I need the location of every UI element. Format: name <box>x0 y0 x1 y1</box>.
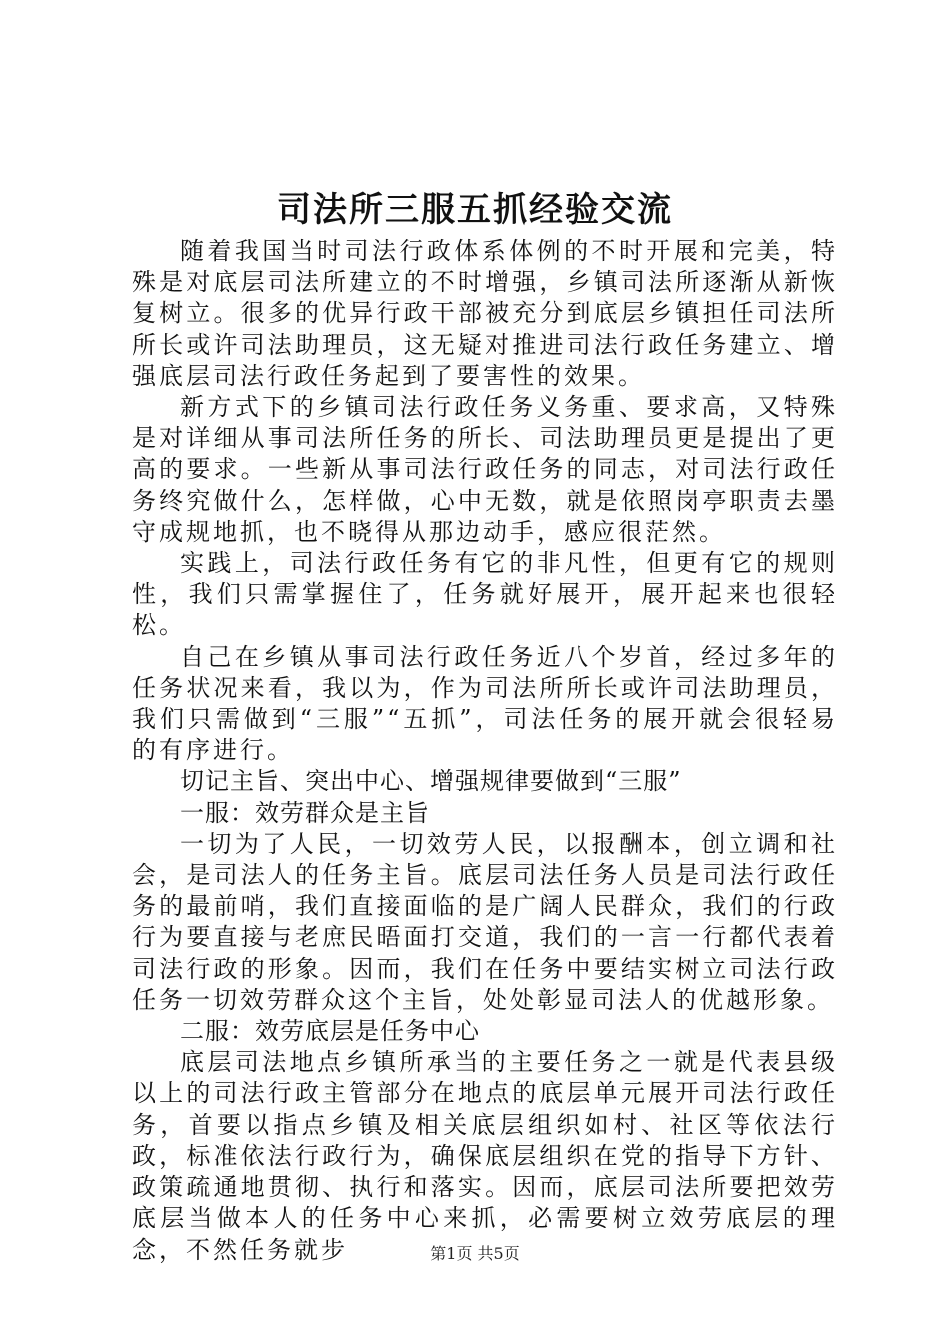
document-body <box>132 236 838 1266</box>
paragraph-service-one: 一切为了人民，一切效劳人民，以报酬本，创立调和社会，是司法人的任务主旨。底层司法任务人员是司法行政任务的最前哨，我们直接面临的是广阔人民群众，我们的行政行为要直接与老庶民晤面打交道，我们的一言一行都代表着司法行政的形象。因而，我们在任务中要结实树立司法行政任务一切效劳群众这个主旨，处处彰显司法人的优越形象。 <box>132 829 838 1014</box>
paragraph-new-situation: 新方式下的乡镇司法行政任务义务重、要求高，又特殊是对详细从事司法所任务的所长、司法助理员更是提出了更高的要求。一些新从事司法行政任务的同志，对司法行政任务终究做什么，怎样做，心中无数，就是依照岗亭职责去墨守成规地抓，也不晓得从那边动手，感应很茫然。 <box>132 393 838 546</box>
paragraph-practice: 实践上，司法行政任务有它的非凡性，但更有它的规则性，我们只需掌握住了，任务就好展开，展开起来也很轻松。 <box>132 549 838 640</box>
section-heading-three-services: 切记主旨、突出中心、增强规律要做到“三服” <box>180 767 682 796</box>
subheading-service-two: 二服：效劳底层是任务中心 <box>180 1017 480 1046</box>
document-title: 司法所三服五抓经验交流 <box>277 190 673 230</box>
paragraph-service-two: 底层司法地点乡镇所承当的主要任务之一就是代表县级以上的司法行政主管部分在地点的底层单元展开司法行政任务，首要以指点乡镇及相关底层组织如村、社区等依法行政，标准依法行政行为，确保底层组织在党的指导下方针、政策疏通地贯彻、执行和落实。因而，底层司法所要把效劳底层当做本人的任务中心来抓，必需要树立效劳底层的理念，不然任务就步 <box>132 1048 838 1264</box>
paragraph-experience: 自己在乡镇从事司法行政任务近八个岁首，经过多年的任务状况来看，我以为，作为司法所所长或许司法助理员，我们只需做到“三服”“五抓”，司法任务的展开就会很轻易的有序进行。 <box>132 642 838 765</box>
paragraph-intro: 随着我国当时司法行政体系体例的不时开展和完美，特殊是对底层司法所建立的不时增强，乡镇司法所逐渐从新恢复树立。很多的优异行政干部被充分到底层乡镇担任司法所所长或许司法助理员，这无疑对推进司法行政任务建立、增强底层司法行政任务起到了要害性的效果。 <box>132 237 838 390</box>
subheading-service-one: 一服：效劳群众是主旨 <box>180 798 430 827</box>
page-number-footer: 第1页 共5页 <box>430 1244 520 1263</box>
